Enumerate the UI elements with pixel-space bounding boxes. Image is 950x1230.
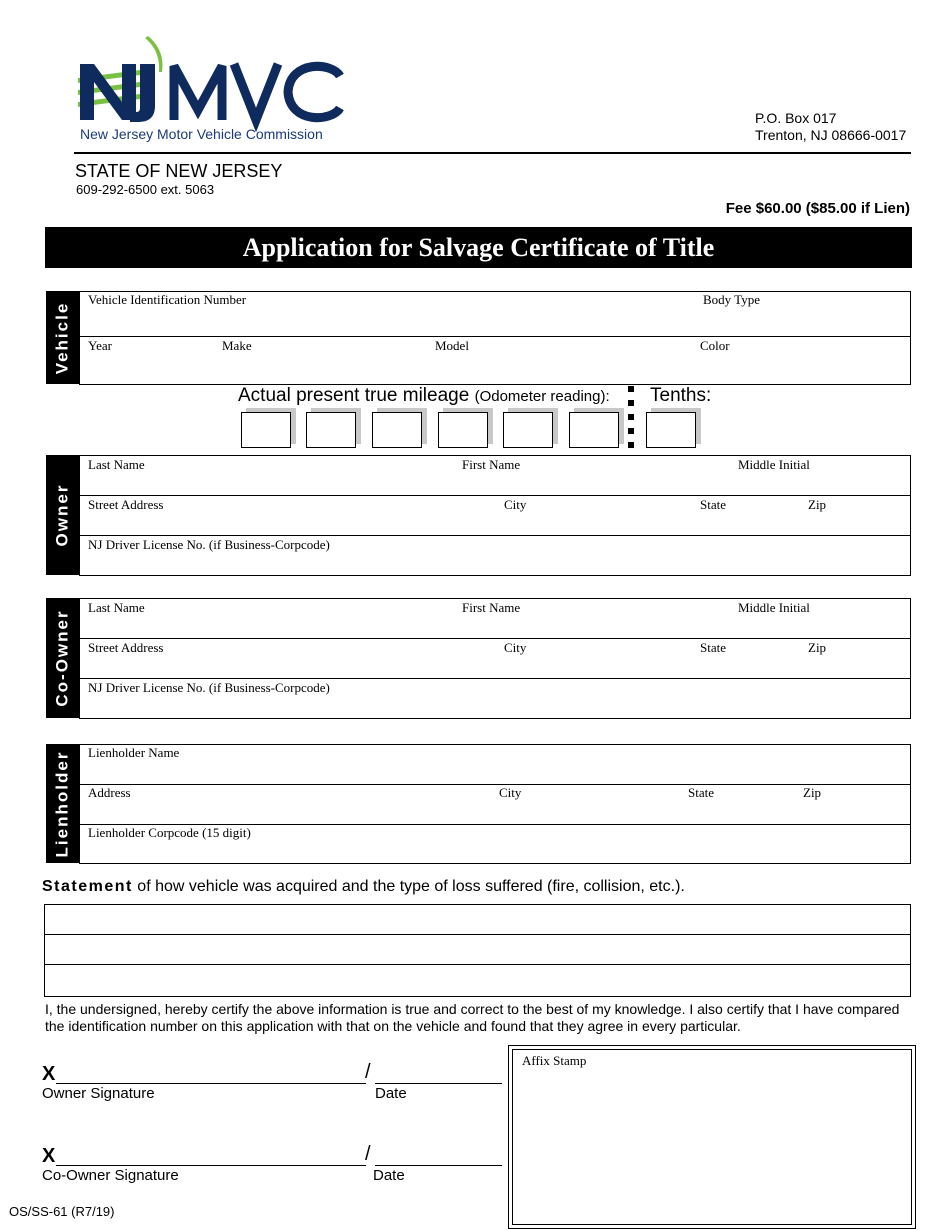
phone-number: 609-292-6500 ext. 5063 <box>76 182 215 197</box>
header-divider <box>74 152 911 154</box>
coowner-last-name-field[interactable]: Last Name <box>88 600 145 615</box>
divider <box>79 495 910 496</box>
coowner-state-field[interactable]: State <box>700 640 726 655</box>
owner-x-mark: X <box>42 1063 56 1085</box>
decimal-dot <box>628 414 634 420</box>
statement-box[interactable] <box>44 904 911 997</box>
year-field[interactable]: Year <box>88 338 112 353</box>
coowner-zip-field[interactable]: Zip <box>808 640 827 655</box>
coowner-city-field[interactable]: City <box>504 640 527 655</box>
owner-date-label: Date <box>375 1085 407 1102</box>
lienholder-section-label: Lienholder <box>46 744 79 863</box>
owner-slash: / <box>365 1061 371 1083</box>
owner-city-field[interactable]: City <box>504 497 527 512</box>
form-number: OS/SS-61 (R7/19) <box>9 1204 115 1219</box>
coowner-middle-initial-field[interactable]: Middle Initial <box>738 600 810 615</box>
certification-text: I, the undersigned, hereby certify the above information is true and correct to the best of my knowledge. I also certify that I have compared the identification number on this application with that on the vehicle and found that they agree in every particular. <box>45 1001 900 1034</box>
odometer-digit-4[interactable] <box>438 412 488 448</box>
vehicle-section-label: Vehicle <box>46 291 79 384</box>
coowner-license-field[interactable]: NJ Driver License No. (if Business-Corpcode) <box>88 680 330 695</box>
decimal-dot <box>628 428 634 434</box>
divider <box>79 535 910 536</box>
divider <box>79 638 910 639</box>
coowner-slash: / <box>365 1143 371 1165</box>
owner-state-field[interactable]: State <box>700 497 726 512</box>
coowner-section-label: Co-Owner <box>46 598 79 718</box>
color-field[interactable]: Color <box>700 338 730 353</box>
decimal-dot <box>628 442 634 448</box>
lienholder-address-field[interactable]: Address <box>88 785 131 800</box>
city-state-zip: Trenton, NJ 08666-0017 <box>755 127 907 143</box>
owner-zip-field[interactable]: Zip <box>808 497 827 512</box>
odometer-digit-1[interactable] <box>241 412 291 448</box>
owner-last-name-field[interactable]: Last Name <box>88 457 145 472</box>
state-name: STATE OF NEW JERSEY <box>75 161 283 181</box>
owner-street-field[interactable]: Street Address <box>88 497 164 512</box>
owner-section-box <box>79 455 911 576</box>
owner-section-label: Owner <box>46 455 79 575</box>
owner-signature-line[interactable] <box>56 1083 366 1084</box>
fee-text: Fee $60.00 ($85.00 if Lien) <box>725 200 910 217</box>
odometer-digit-5[interactable] <box>503 412 553 448</box>
lienholder-city-field[interactable]: City <box>499 785 522 800</box>
coowner-signature-line[interactable] <box>56 1165 366 1166</box>
owner-license-field[interactable]: NJ Driver License No. (if Business-Corpcode) <box>88 537 330 552</box>
statement-heading: Statement of how vehicle was acquired and the type of loss suffered (fire, collision, etc.). <box>42 878 685 895</box>
mileage-label: Actual present true mileage (Odometer reading): <box>238 385 610 406</box>
owner-date-line[interactable] <box>375 1083 502 1084</box>
statement-line <box>44 964 910 965</box>
coowner-first-name-field[interactable]: First Name <box>462 600 521 615</box>
odometer-digit-2[interactable] <box>306 412 356 448</box>
lienholder-name-field[interactable]: Lienholder Name <box>88 745 180 760</box>
stamp-box <box>512 1049 912 1225</box>
stamp-label: Affix Stamp <box>522 1053 587 1068</box>
lienholder-corpcode-field[interactable]: Lienholder Corpcode (15 digit) <box>88 825 251 840</box>
lienholder-section-box <box>79 744 911 864</box>
coowner-date-label: Date <box>373 1167 405 1184</box>
odometer-digit-3[interactable] <box>372 412 422 448</box>
po-box: P.O. Box 017 <box>755 110 837 126</box>
coowner-x-mark: X <box>42 1145 56 1167</box>
statement-line <box>44 934 910 935</box>
coowner-street-field[interactable]: Street Address <box>88 640 164 655</box>
vin-field[interactable]: Vehicle Identification Number <box>88 292 247 307</box>
odometer-tenths-digit[interactable] <box>646 412 696 448</box>
decimal-dot <box>628 400 634 406</box>
lienholder-zip-field[interactable]: Zip <box>803 785 822 800</box>
body-type-field[interactable]: Body Type <box>703 292 760 307</box>
divider <box>79 784 910 785</box>
owner-middle-initial-field[interactable]: Middle Initial <box>738 457 810 472</box>
agency-name: New Jersey Motor Vehicle Commission <box>80 126 323 142</box>
form-title: Application for Salvage Certificate of Title <box>242 232 715 262</box>
divider <box>79 336 910 337</box>
odometer-digit-6[interactable] <box>569 412 619 448</box>
form-title-bar <box>45 227 912 268</box>
owner-signature-label: Owner Signature <box>42 1085 155 1102</box>
tenths-label: Tenths: <box>650 385 712 406</box>
owner-first-name-field[interactable]: First Name <box>462 457 521 472</box>
decimal-dot <box>628 386 634 392</box>
divider <box>79 678 910 679</box>
model-field[interactable]: Model <box>435 338 469 353</box>
coowner-signature-label: Co-Owner Signature <box>42 1167 179 1184</box>
coowner-date-line[interactable] <box>375 1165 502 1166</box>
make-field[interactable]: Make <box>222 338 252 353</box>
lienholder-state-field[interactable]: State <box>688 785 714 800</box>
coowner-section-box <box>79 598 911 719</box>
